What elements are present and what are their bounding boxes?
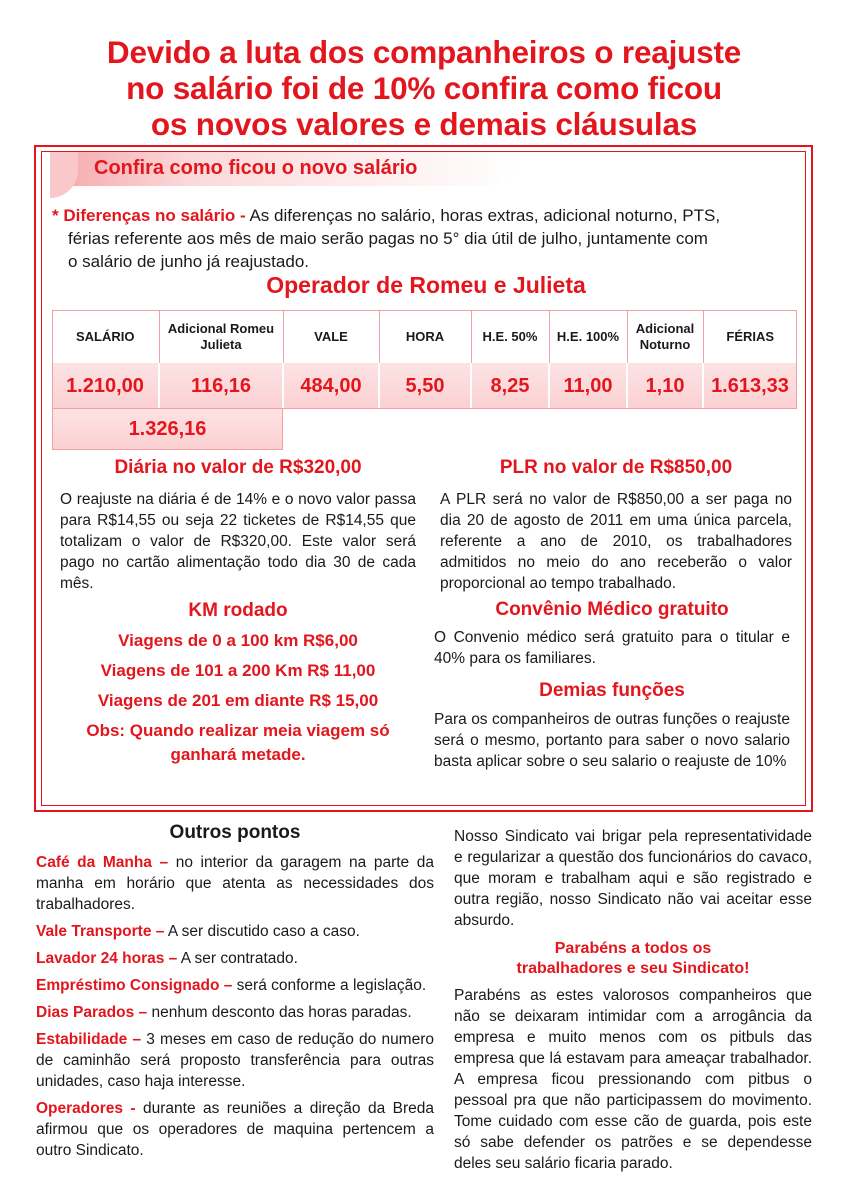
- demais-funcoes-text: Para os companheiros de outras funções o reajuste será o mesmo, portanto para saber o novo salario basta aplicar sobre o seu salario o reajuste de 10%: [434, 711, 790, 770]
- congrats-text: Parabéns as estes valorosos companheiros que não se deixaram intimidar com a arrogância da empresa e muito menos com os pitbuls das empresa que lá estavam para ameaçar trabalhador. A empresa ficou pressionando com pitbus o pessoal pra que não participassem do movimento. Tome cuidado com esse cão de guarda, pois este só sabe defender os patrões e se dependesse deles seu salário ficaria parado.: [454, 987, 812, 1172]
- value-vale: 484,00: [283, 363, 379, 409]
- value-adicional-romeu-julieta: 116,16: [159, 363, 283, 409]
- km-title: KM rodado: [188, 600, 288, 621]
- convenio-section: [434, 599, 790, 669]
- differences-label: * Diferenças no salário -: [52, 206, 246, 225]
- differences-line-1: As diferenças no salário, horas extras, adicional noturno, PTS,: [245, 206, 721, 225]
- convenio-text: O Convenio médico será gratuito para o titular e 40% para os familiares.: [434, 629, 790, 667]
- km-line-201-plus: Viagens de 201 em diante R$ 15,00: [97, 691, 379, 710]
- km-line-0-100: Viagens de 0 a 100 km R$6,00: [118, 631, 358, 650]
- km-obs-line-1: Obs: Quando realizar meia viagem só: [86, 721, 390, 740]
- congrats-line-2: trabalhadores e seu Sindicato!: [516, 960, 750, 977]
- salary-section-heading: Confira como ficou o novo salário: [94, 157, 418, 179]
- outros-pontos-section: [36, 822, 434, 1167]
- km-line-101-200: Viagens de 101 a 200 Km R$ 11,00: [100, 661, 376, 680]
- convenio-title: Convênio Médico gratuito: [495, 599, 729, 620]
- item-dias-parados: Dias Parados – nenhum desconto das horas paradas.: [36, 1004, 412, 1021]
- plr-title: PLR no valor de R$850,00: [499, 457, 733, 478]
- diaria-title: Diária no valor de R$320,00: [114, 457, 362, 478]
- plr-section: [440, 457, 792, 594]
- salary-table-values-row: [52, 363, 797, 409]
- diaria-text: O reajuste na diária é de 14% e o novo valor passa para R$14,55 ou seja 22 ticketes de R$14,55 que totalizam o valor de R$320,00. Este valor será pago no cartão alimentação todo dia 30 de cada mês.: [60, 491, 416, 592]
- salary-table: [52, 310, 798, 409]
- congrats-line-1: Parabéns a todos os: [554, 940, 712, 957]
- header-he-100: H.E. 100%: [549, 310, 627, 363]
- header-adicional-romeu-julieta: Adicional Romeu Julieta: [159, 310, 283, 363]
- salary-total-cell: 1.326,16: [52, 409, 283, 450]
- headline-line-1: Devido a luta dos companheiros o reajuste: [106, 34, 742, 70]
- diaria-section: [60, 457, 416, 594]
- value-he-100: 11,00: [549, 363, 627, 409]
- item-emprestimo-consignado: Empréstimo Consignado – será conforme a legislação.: [36, 977, 427, 994]
- page-headline: [40, 34, 808, 142]
- item-operadores: Operadores - durante as reuniões a direção da Breda afirmou que os operadores de maquina pertencem a outro Sindicato.: [36, 1100, 434, 1159]
- item-estabilidade: Estabilidade – 3 meses em caso de redução do numero de caminhão será proposto transferência para outras unidades, caso haja interesse.: [36, 1031, 435, 1090]
- item-lavador-24-horas: Lavador 24 horas – A ser contratado.: [36, 950, 298, 967]
- headline-line-3: os novos valores e demais cláusulas: [150, 106, 698, 142]
- right-bottom-column: [454, 826, 812, 1174]
- headline-line-2: no salário foi de 10% confira como ficou: [126, 70, 722, 106]
- plr-text: A PLR será no valor de R$850,00 a ser paga no dia 20 de agosto de 2011 em uma única parcela, referente a ano de 2010, os trabalhadores admitidos no meio do ano receberão o valor proporcional ao tempo trabalhado.: [440, 491, 792, 592]
- item-cafe-da-manha: Café da Manha – no interior da garagem na parte da manha em horário que atenta as necessidades dos trabalhadores.: [36, 854, 434, 913]
- value-salario: 1.210,00: [52, 363, 159, 409]
- header-hora: HORA: [379, 310, 471, 363]
- outros-pontos-title: Outros pontos: [169, 822, 301, 843]
- header-adicional-noturno: Adicional Noturno: [627, 310, 703, 363]
- header-salario: SALÁRIO: [52, 310, 159, 363]
- value-adicional-noturno: 1,10: [627, 363, 703, 409]
- value-he-50: 8,25: [471, 363, 549, 409]
- demais-funcoes-section: [434, 680, 790, 772]
- salary-differences-paragraph: [52, 204, 802, 273]
- sindicato-representation-text: Nosso Sindicato vai brigar pela representatividade e regularizar a questão dos funcionários do cavaco, que moram e trabalham aqui e são registrado e outra região, nosso Sindicato não vai aceitar esse absurdo.: [454, 828, 812, 929]
- value-hora: 5,50: [379, 363, 471, 409]
- salary-table-header-row: [52, 310, 797, 363]
- header-vale: VALE: [283, 310, 379, 363]
- km-section: [56, 600, 420, 767]
- header-ferias: FÉRIAS: [703, 310, 797, 363]
- differences-line-3: o salário de junho já reajustado.: [68, 252, 309, 271]
- operator-heading: Operador de Romeu e Julieta: [266, 272, 586, 298]
- demais-funcoes-title: Demias funções: [539, 680, 685, 701]
- value-ferias: 1.613,33: [703, 363, 797, 409]
- km-obs-line-2: ganhará metade.: [170, 745, 306, 764]
- differences-line-2: férias referente aos mês de maio serão pagas no 5° dia útil de julho, juntamente com: [68, 229, 708, 248]
- header-he-50: H.E. 50%: [471, 310, 549, 363]
- item-vale-transporte: Vale Transporte – A ser discutido caso a caso.: [36, 923, 360, 940]
